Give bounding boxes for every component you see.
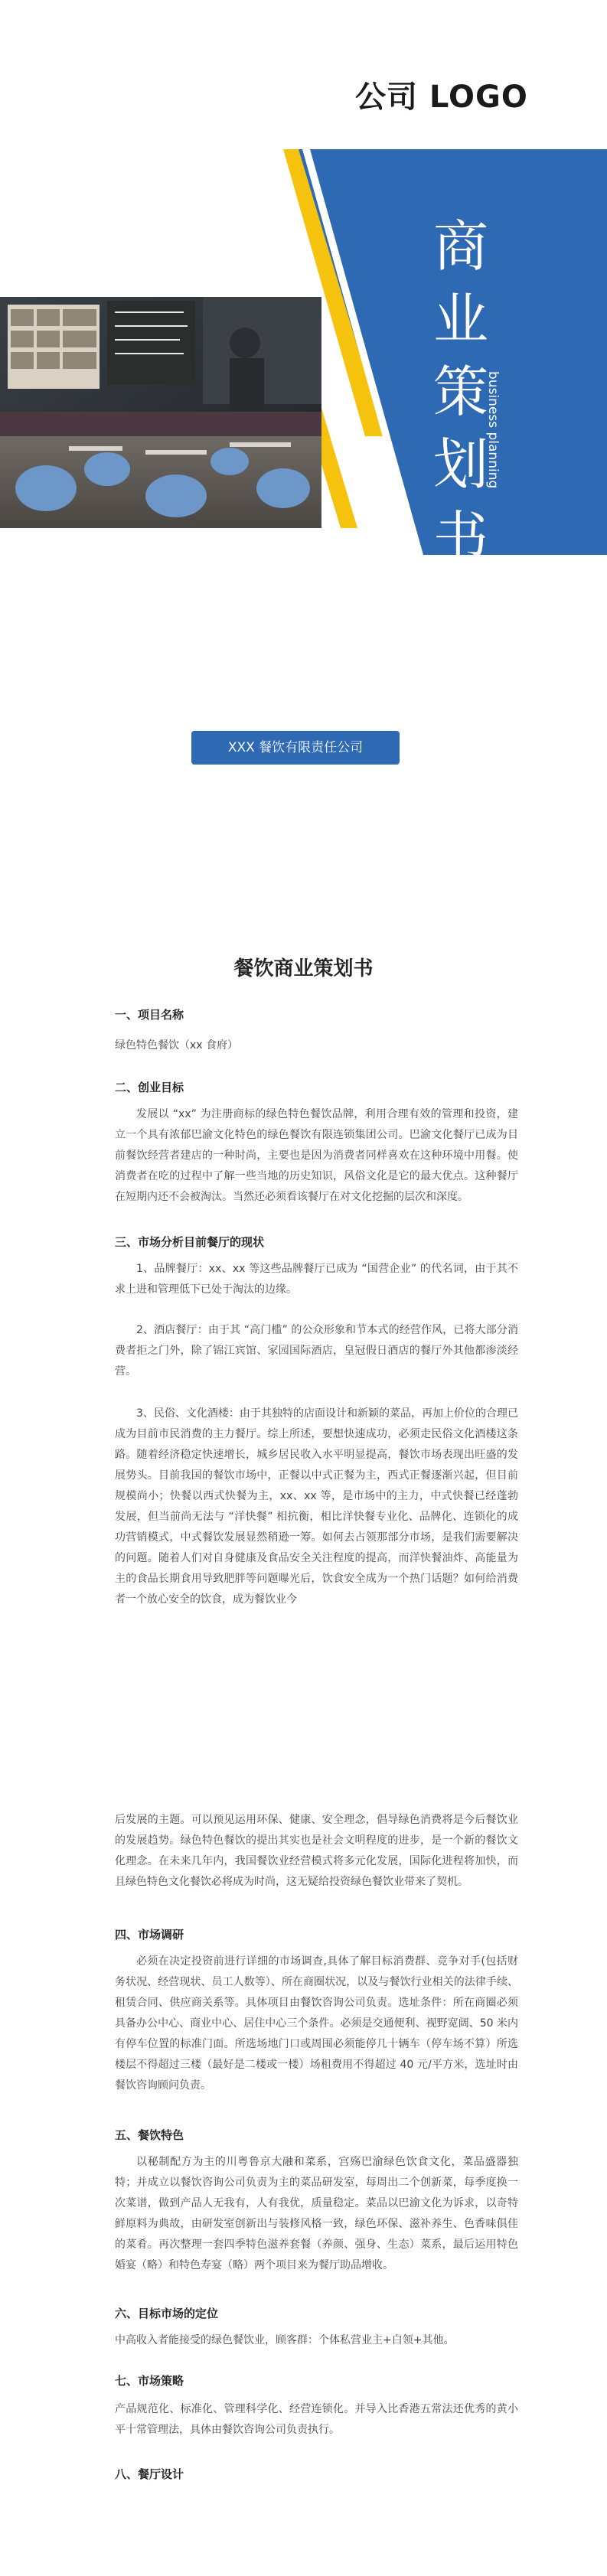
section-heading: 八、餐厅设计 (115, 2467, 184, 2481)
cover-subtitle: business planning (485, 371, 501, 489)
paragraph: 产品规范化、标准化、管理科学化、经营连锁化。并导入比香港五常法还优秀的黄小平十常管理法，具体由餐饮咨询公司负责执行。 (115, 2403, 518, 2436)
section-heading: 三、市场分析目前餐厅的现状 (115, 1235, 265, 1249)
cover-title-char: 划 (432, 432, 488, 497)
cover-title-char: 书 (432, 505, 488, 569)
cover-title (430, 210, 491, 574)
section-heading: 五、餐饮特色 (115, 2128, 184, 2142)
section-heading: 六、目标市场的定位 (115, 2307, 219, 2320)
document-title: 餐饮商业策划书 (233, 957, 374, 980)
cover-title-char: 商 (432, 214, 488, 279)
section-heading: 一、项目名称 (115, 1008, 184, 1022)
paragraph: 后发展的主题。可以预见运用环保、健康、安全理念，倡导绿色消费将是今后餐饮业的发展趋势。绿色特色餐饮的提出其实也是社会文明程度的进步，是一个新的餐饮文化理念。在未来几年内，我国餐饮业经营模式将多元化发展，国际化进程将加快，而且绿色特色文化餐饮必将成为时尚，这无疑给投资绿色餐饮业带来了契机。 (115, 1814, 518, 1888)
paragraph: 发展以 “xx” 为注册商标的绿色特色餐饮品牌，利用合理有效的管理和投资，建立一个具有浓郁巴渝文化特色的绿色餐饮有限连锁集团公司。巴渝文化餐厅已成为目前餐饮经营者建店的一种时尚，主要也是因为消费者同样喜欢在这种环境中用餐。使消费者在吃的过程中了解一些当地的历史知识，风俗文化是它的最大优点。这种餐厅在短期内还不会被淘汰。当然还必须看该餐厅在对文化挖掘的层次和深度。 (115, 1108, 518, 1203)
paragraph: 以秘制配方为主的川粤鲁京大融和菜系，宫殇巴渝绿色饮食文化，菜品盛器独特；并成立以餐饮咨询公司负责为主的菜品研发室，每周出二个创新菜，每季度换一次菜谱，做到产品人无我有，人有我优，质量稳定。菜品以巴渝文化为诉求，以奇特鲜原料为典故，由研发室创新出与装修风格一致，绿色环保、滋补养生、色香味俱佳的菜肴。再次整理一套四季特色滋养套餐（养颜、强身、生态）菜系，最后运用特色婚宴（略）和特色寿宴（略）两个项目来为餐厅助品增收。 (115, 2156, 518, 2271)
paragraph: 绿色特色餐饮（xx 食府） (115, 1039, 239, 1052)
section-heading: 二、创业目标 (115, 1081, 184, 1094)
paragraph: 必须在决定投资前进行详细的市场调查,具体了解目标消费群、竞争对手(包括财务状况、经营现状、员工人数等）、所在商圈状况，以及与餐饮行业相关的法律手续、租赁合同、供应商关系等。具体项目由餐饮咨询公司负责。选址条件：所在商圈必须具备办公中心、商业中心、居住中心三个条件。必须是交通便利、视野宽阔、50 米内有停车位置的标准门面。所选场地门口或周围必须能停几十辆车（停车场不算）所选楼层不得超过三楼（最好是二楼或一楼）场租费用不得超过 40 元/平方米，选址时由餐饮咨询顾问负责。 (115, 1955, 518, 2092)
cover-title-char: 策 (432, 360, 488, 424)
paragraph: 中高收入者能接受的绿色餐饮业，顾客群：个体私营业主+白领+其他。 (115, 2334, 455, 2346)
restaurant-photo (0, 297, 321, 528)
company-logo-text: 公司 LOGO (355, 80, 528, 115)
company-name-badge: XXX 餐饮有限责任公司 (191, 731, 400, 765)
section-heading: 七、市场策略 (115, 2374, 184, 2388)
paragraph: 1、品牌餐厅：xx、xx 等这些品牌餐厅已成为 “国营企业” 的代名词，由于其不求上进和管理低下已处于淘汰的边缘。 (115, 1263, 518, 1296)
paragraph: 2、酒店餐厅：由于其 “高门槛” 的公众形象和节本式的经营作风，已将大部分消费者拒之门外，除了锦江宾馆、家园国际酒店，皇冠假日酒店的餐厅外其他都渗淡经营。 (115, 1324, 518, 1378)
section-heading: 四、市场调研 (115, 1928, 184, 1942)
cover-title-char: 业 (432, 287, 488, 351)
paragraph: 3、民俗、文化酒楼：由于其独特的店面设计和新颖的菜品，再加上价位的合理已成为目前市民消费的主力餐厅。综上所述，要想快速成功，必须走民俗文化酒楼这条路。随着经济稳定快速增长，城乡居民收入水平明显提高，餐饮市场表现出旺盛的发展势头。目前我国的餐饮市场中，正餐以中式正餐为主，西式正餐逐渐兴起，但目前规模尚小；快餐以西式快餐为主，xx、xx 等，是市场中的主力，中式快餐已经蓬勃发展，但当前尚无法与 “洋快餐” 相抗衡，相比洋快餐专业化、品牌化、连锁化的成功营销模式，中式餐饮发展显然稍逊一筹。如何去占领那部分市场，是我们需要解决的问题。随着人们对自身健康及食品安全关注程度的提高，而洋快餐油炸、高能量为主的食品长期食用导致肥胖等问题曝光后，饮食安全成为一个热门话题？如何给消费者一个放心安全的饮食，成为餐饮业今 (115, 1407, 518, 1606)
